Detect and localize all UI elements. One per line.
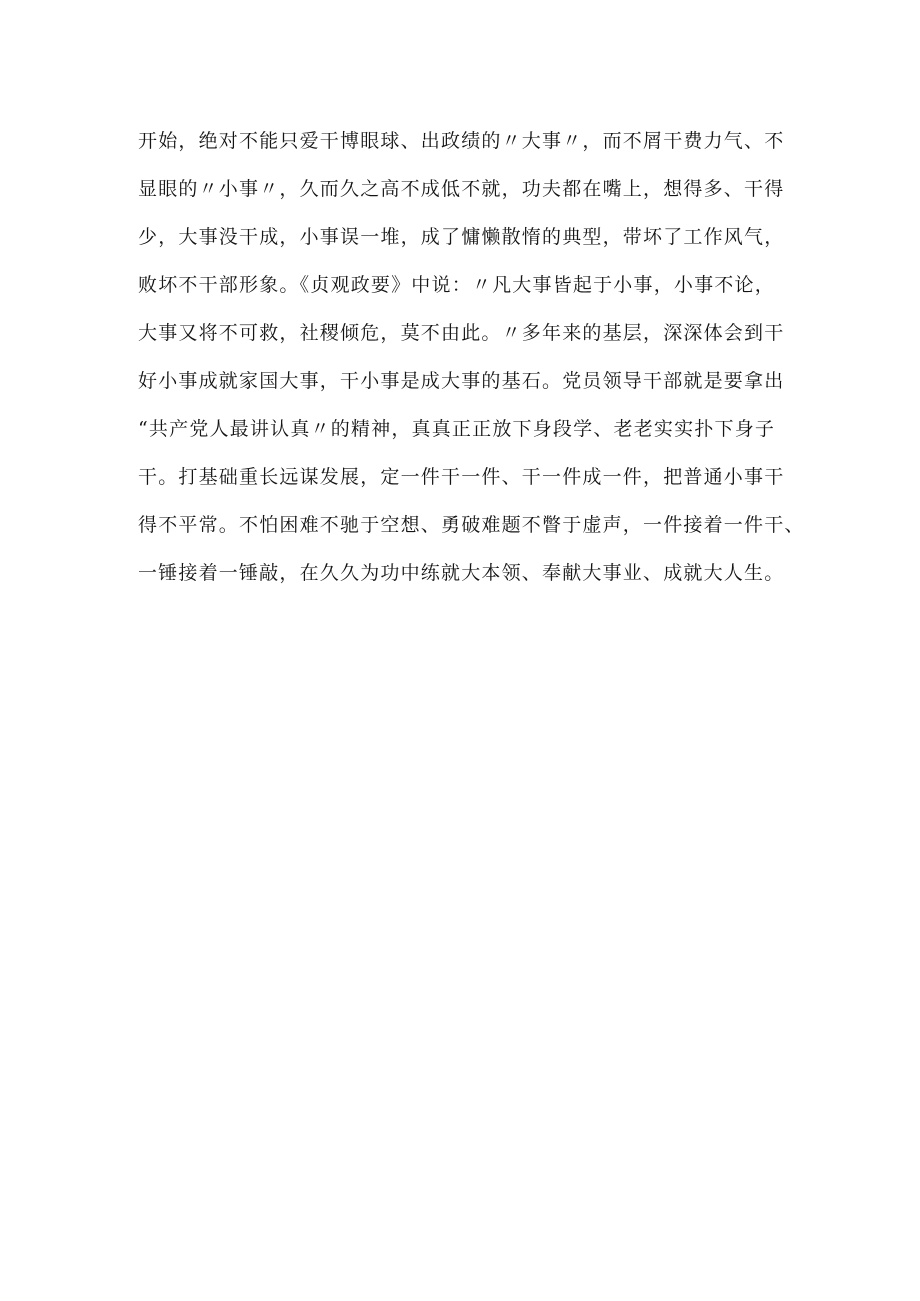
paragraph-line: 好小事成就家国大事，干小事是成大事的基石。党员领导干部就是要拿出 xyxy=(138,370,785,392)
body-paragraph xyxy=(138,123,818,603)
paragraph-line: “共产党人最讲认真〃的精神，真真正正放下身段学、老老实实扑下身子 xyxy=(138,418,776,440)
paragraph-line: 开始，绝对不能只爱干博眼球、出政绩的〃大事〃，而不屑干费力气、不 xyxy=(138,130,785,152)
paragraph-line: 败坏不干部形象。《贞观政要》中说：〃凡大事皆起于小事，小事不论， xyxy=(138,274,775,296)
paragraph-line: 得不平常。不怕困难不驰于空想、勇破难题不瞥于虚声，一件接着一件干、 xyxy=(138,514,805,536)
paragraph-line: 一锤接着一锤敲，在久久为功中练就大本领、奉献大事业、成就大人生。 xyxy=(138,562,785,584)
paragraph-line: 干。打基础重长远谋发展，定一件干一件、干一件成一件，把普通小事干 xyxy=(138,466,785,488)
paragraph-line: 少，大事没干成，小事误一堆，成了慵懒散惰的典型，带坏了工作风气， xyxy=(138,226,785,248)
paragraph-line: 大事又将不可救，社稷倾危，莫不由此。〃多年来的基层，深深体会到干 xyxy=(138,322,785,344)
paragraph-line: 显眼的〃小事〃，久而久之高不成低不就，功夫都在嘴上，想得多、干得 xyxy=(138,178,785,200)
